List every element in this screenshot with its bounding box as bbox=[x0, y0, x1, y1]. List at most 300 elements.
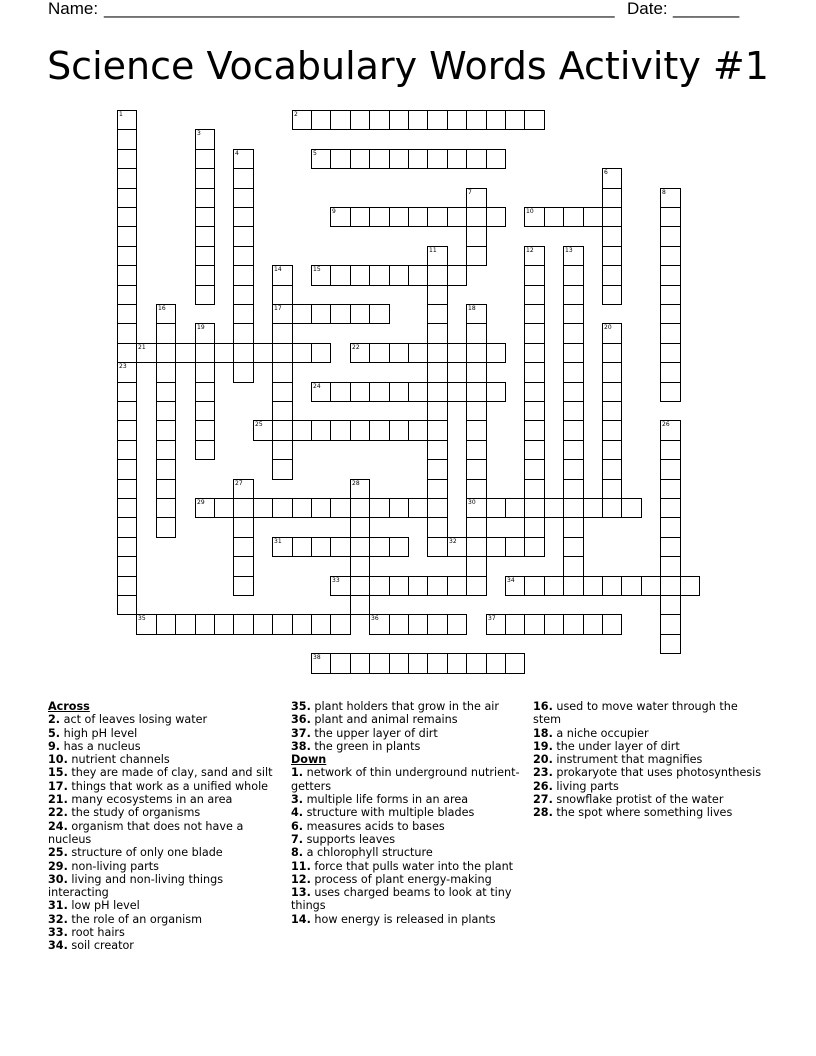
grid-cell[interactable] bbox=[233, 614, 254, 635]
grid-cell[interactable] bbox=[156, 323, 176, 344]
grid-cell[interactable] bbox=[408, 420, 428, 441]
grid-cell[interactable] bbox=[214, 614, 234, 635]
grid-cell[interactable] bbox=[563, 479, 584, 499]
grid-cell[interactable] bbox=[156, 517, 176, 538]
grid-cell[interactable] bbox=[660, 634, 681, 654]
grid-cell[interactable] bbox=[505, 653, 525, 674]
grid-cell[interactable] bbox=[389, 382, 409, 402]
grid-cell[interactable] bbox=[524, 343, 545, 363]
grid-cell[interactable] bbox=[330, 110, 351, 130]
grid-cell[interactable] bbox=[563, 498, 584, 518]
grid-cell[interactable] bbox=[292, 304, 312, 324]
grid-cell[interactable] bbox=[427, 440, 448, 460]
grid-cell[interactable] bbox=[156, 401, 176, 421]
grid-cell[interactable] bbox=[427, 479, 448, 499]
grid-cell[interactable] bbox=[156, 362, 176, 383]
grid-cell[interactable] bbox=[369, 207, 390, 227]
grid-cell[interactable] bbox=[350, 304, 370, 324]
grid-cell[interactable] bbox=[563, 265, 584, 286]
grid-cell[interactable] bbox=[195, 382, 215, 402]
grid-cell[interactable] bbox=[233, 188, 254, 208]
grid-cell[interactable] bbox=[660, 537, 681, 557]
grid-cell[interactable] bbox=[369, 576, 390, 596]
grid-cell[interactable] bbox=[486, 653, 506, 674]
grid-cell[interactable] bbox=[427, 459, 448, 480]
grid-cell[interactable] bbox=[369, 343, 390, 363]
grid-cell[interactable] bbox=[292, 498, 312, 518]
grid-cell[interactable] bbox=[563, 440, 584, 460]
grid-cell[interactable] bbox=[195, 362, 215, 383]
grid-cell[interactable] bbox=[427, 537, 448, 557]
grid-cell[interactable] bbox=[350, 420, 370, 441]
grid-cell[interactable] bbox=[602, 440, 622, 460]
grid-cell[interactable] bbox=[563, 459, 584, 480]
grid-cell[interactable] bbox=[427, 323, 448, 344]
grid-cell[interactable] bbox=[233, 246, 254, 266]
grid-cell[interactable] bbox=[563, 614, 584, 635]
grid-cell[interactable] bbox=[117, 188, 137, 208]
grid-cell[interactable] bbox=[563, 285, 584, 305]
grid-cell[interactable] bbox=[389, 110, 409, 130]
grid-cell[interactable] bbox=[524, 285, 545, 305]
grid-cell[interactable] bbox=[350, 556, 370, 577]
grid-cell[interactable] bbox=[660, 614, 681, 635]
grid-cell[interactable] bbox=[389, 653, 409, 674]
grid-cell[interactable] bbox=[563, 304, 584, 324]
grid-cell[interactable] bbox=[524, 517, 545, 538]
grid-cell[interactable] bbox=[466, 323, 487, 344]
grid-cell[interactable] bbox=[350, 576, 370, 596]
grid-cell[interactable] bbox=[195, 149, 215, 169]
grid-cell[interactable] bbox=[602, 498, 622, 518]
grid-cell[interactable] bbox=[660, 459, 681, 480]
grid-cell[interactable] bbox=[563, 207, 584, 227]
grid-cell[interactable] bbox=[602, 188, 622, 208]
grid-cell[interactable] bbox=[602, 420, 622, 441]
grid-cell[interactable] bbox=[660, 343, 681, 363]
grid-cell[interactable] bbox=[427, 285, 448, 305]
grid-cell[interactable] bbox=[272, 285, 293, 305]
grid-cell[interactable] bbox=[272, 614, 293, 635]
grid-cell[interactable] bbox=[466, 576, 487, 596]
grid-cell[interactable] bbox=[117, 420, 137, 441]
grid-cell[interactable] bbox=[583, 614, 603, 635]
grid-cell[interactable] bbox=[427, 576, 448, 596]
grid-cell[interactable] bbox=[524, 576, 545, 596]
grid-cell[interactable] bbox=[369, 149, 390, 169]
grid-cell[interactable] bbox=[486, 110, 506, 130]
grid-cell[interactable] bbox=[621, 498, 642, 518]
grid-cell[interactable] bbox=[524, 382, 545, 402]
grid-cell[interactable] bbox=[117, 226, 137, 247]
grid-cell[interactable] bbox=[117, 537, 137, 557]
grid-cell[interactable] bbox=[292, 537, 312, 557]
grid-cell[interactable] bbox=[369, 382, 390, 402]
grid-cell[interactable] bbox=[660, 556, 681, 577]
grid-cell[interactable] bbox=[156, 498, 176, 518]
grid-cell[interactable] bbox=[330, 537, 351, 557]
grid-cell[interactable] bbox=[311, 304, 331, 324]
grid-cell[interactable] bbox=[466, 459, 487, 480]
grid-cell[interactable] bbox=[156, 343, 176, 363]
grid-cell[interactable] bbox=[408, 614, 428, 635]
grid-cell[interactable] bbox=[369, 653, 390, 674]
grid-cell[interactable] bbox=[660, 576, 681, 596]
grid-cell[interactable] bbox=[641, 576, 661, 596]
grid-cell[interactable] bbox=[350, 149, 370, 169]
grid-cell[interactable] bbox=[369, 420, 390, 441]
grid-cell[interactable] bbox=[524, 110, 545, 130]
grid-cell[interactable] bbox=[253, 614, 273, 635]
grid-cell[interactable] bbox=[408, 343, 428, 363]
grid-cell[interactable] bbox=[563, 537, 584, 557]
grid-cell[interactable] bbox=[233, 265, 254, 286]
grid-cell[interactable] bbox=[447, 110, 467, 130]
grid-cell[interactable] bbox=[466, 556, 487, 577]
grid-cell[interactable] bbox=[330, 498, 351, 518]
grid-cell[interactable] bbox=[233, 576, 254, 596]
grid-cell[interactable] bbox=[292, 614, 312, 635]
grid-cell[interactable] bbox=[427, 401, 448, 421]
grid-cell[interactable] bbox=[389, 537, 409, 557]
grid-cell[interactable] bbox=[466, 420, 487, 441]
grid-cell[interactable] bbox=[389, 265, 409, 286]
grid-cell[interactable] bbox=[117, 304, 137, 324]
grid-cell[interactable] bbox=[408, 576, 428, 596]
grid-cell[interactable] bbox=[117, 576, 137, 596]
grid-cell[interactable] bbox=[272, 498, 293, 518]
grid-cell[interactable] bbox=[233, 517, 254, 538]
grid-cell[interactable] bbox=[466, 382, 487, 402]
grid-cell[interactable] bbox=[466, 343, 487, 363]
grid-cell[interactable] bbox=[156, 440, 176, 460]
grid-cell[interactable] bbox=[466, 110, 487, 130]
grid-cell[interactable] bbox=[427, 614, 448, 635]
grid-cell[interactable] bbox=[466, 207, 487, 227]
grid-cell[interactable] bbox=[272, 440, 293, 460]
grid-cell[interactable] bbox=[253, 498, 273, 518]
grid-cell[interactable] bbox=[369, 304, 390, 324]
grid-cell[interactable] bbox=[214, 498, 234, 518]
grid-cell[interactable] bbox=[311, 614, 331, 635]
grid-cell[interactable] bbox=[117, 129, 137, 150]
grid-cell[interactable] bbox=[505, 614, 525, 635]
grid-cell[interactable] bbox=[272, 343, 293, 363]
grid-cell[interactable] bbox=[408, 653, 428, 674]
grid-cell[interactable] bbox=[602, 576, 622, 596]
grid-cell[interactable] bbox=[427, 382, 448, 402]
grid-cell[interactable] bbox=[544, 207, 564, 227]
grid-cell[interactable] bbox=[524, 459, 545, 480]
grid-cell[interactable] bbox=[369, 498, 390, 518]
grid-cell[interactable] bbox=[195, 265, 215, 286]
grid-cell[interactable] bbox=[602, 479, 622, 499]
grid-cell[interactable] bbox=[233, 343, 254, 363]
grid-cell[interactable] bbox=[272, 401, 293, 421]
grid-cell[interactable] bbox=[330, 304, 351, 324]
grid-cell[interactable] bbox=[524, 304, 545, 324]
grid-cell[interactable] bbox=[524, 362, 545, 383]
grid-cell[interactable] bbox=[563, 517, 584, 538]
grid-cell[interactable] bbox=[524, 614, 545, 635]
grid-cell[interactable] bbox=[524, 323, 545, 344]
grid-cell[interactable] bbox=[680, 576, 700, 596]
grid-cell[interactable] bbox=[311, 420, 331, 441]
grid-cell[interactable] bbox=[660, 323, 681, 344]
grid-cell[interactable] bbox=[389, 343, 409, 363]
grid-cell[interactable] bbox=[563, 556, 584, 577]
grid-cell[interactable] bbox=[195, 343, 215, 363]
grid-cell[interactable] bbox=[583, 498, 603, 518]
grid-cell[interactable] bbox=[292, 343, 312, 363]
grid-cell[interactable] bbox=[195, 188, 215, 208]
grid-cell[interactable] bbox=[117, 285, 137, 305]
grid-cell[interactable] bbox=[505, 498, 525, 518]
grid-cell[interactable] bbox=[195, 207, 215, 227]
grid-cell[interactable] bbox=[544, 614, 564, 635]
grid-cell[interactable] bbox=[524, 498, 545, 518]
grid-cell[interactable] bbox=[602, 401, 622, 421]
grid-cell[interactable] bbox=[233, 498, 254, 518]
grid-cell[interactable] bbox=[466, 537, 487, 557]
grid-cell[interactable] bbox=[311, 537, 331, 557]
grid-cell[interactable] bbox=[447, 207, 467, 227]
grid-cell[interactable] bbox=[389, 576, 409, 596]
grid-cell[interactable] bbox=[389, 207, 409, 227]
grid-cell[interactable] bbox=[117, 382, 137, 402]
grid-cell[interactable] bbox=[660, 265, 681, 286]
grid-cell[interactable] bbox=[524, 420, 545, 441]
grid-cell[interactable] bbox=[117, 246, 137, 266]
grid-cell[interactable] bbox=[156, 459, 176, 480]
grid-cell[interactable] bbox=[660, 595, 681, 615]
grid-cell[interactable] bbox=[117, 265, 137, 286]
grid-cell[interactable] bbox=[233, 556, 254, 577]
grid-cell[interactable] bbox=[350, 537, 370, 557]
grid-cell[interactable] bbox=[602, 362, 622, 383]
grid-cell[interactable] bbox=[272, 323, 293, 344]
grid-cell[interactable] bbox=[660, 285, 681, 305]
grid-cell[interactable] bbox=[408, 149, 428, 169]
grid-cell[interactable] bbox=[195, 226, 215, 247]
grid-cell[interactable] bbox=[253, 343, 273, 363]
grid-cell[interactable] bbox=[563, 420, 584, 441]
grid-cell[interactable] bbox=[311, 498, 331, 518]
grid-cell[interactable] bbox=[660, 498, 681, 518]
grid-cell[interactable] bbox=[486, 149, 506, 169]
grid-cell[interactable] bbox=[427, 265, 448, 286]
grid-cell[interactable] bbox=[602, 382, 622, 402]
grid-cell[interactable] bbox=[233, 362, 254, 383]
grid-cell[interactable] bbox=[583, 576, 603, 596]
grid-cell[interactable] bbox=[408, 110, 428, 130]
grid-cell[interactable] bbox=[427, 343, 448, 363]
grid-cell[interactable] bbox=[563, 382, 584, 402]
grid-cell[interactable] bbox=[602, 285, 622, 305]
grid-cell[interactable] bbox=[544, 576, 564, 596]
grid-cell[interactable] bbox=[660, 246, 681, 266]
grid-cell[interactable] bbox=[505, 537, 525, 557]
grid-cell[interactable] bbox=[330, 653, 351, 674]
grid-cell[interactable] bbox=[660, 440, 681, 460]
grid-cell[interactable] bbox=[350, 595, 370, 615]
grid-cell[interactable] bbox=[621, 576, 642, 596]
grid-cell[interactable] bbox=[369, 110, 390, 130]
grid-cell[interactable] bbox=[466, 246, 487, 266]
grid-cell[interactable] bbox=[233, 323, 254, 344]
grid-cell[interactable] bbox=[117, 498, 137, 518]
grid-cell[interactable] bbox=[117, 168, 137, 189]
grid-cell[interactable] bbox=[233, 537, 254, 557]
grid-cell[interactable] bbox=[311, 343, 331, 363]
grid-cell[interactable] bbox=[330, 382, 351, 402]
grid-cell[interactable] bbox=[389, 614, 409, 635]
grid-cell[interactable] bbox=[660, 207, 681, 227]
grid-cell[interactable] bbox=[117, 149, 137, 169]
grid-cell[interactable] bbox=[156, 382, 176, 402]
grid-cell[interactable] bbox=[447, 382, 467, 402]
grid-cell[interactable] bbox=[447, 614, 467, 635]
grid-cell[interactable] bbox=[447, 149, 467, 169]
grid-cell[interactable] bbox=[447, 653, 467, 674]
grid-cell[interactable] bbox=[117, 440, 137, 460]
grid-cell[interactable] bbox=[427, 149, 448, 169]
grid-cell[interactable] bbox=[466, 440, 487, 460]
grid-cell[interactable] bbox=[427, 207, 448, 227]
grid-cell[interactable] bbox=[427, 420, 448, 441]
grid-cell[interactable] bbox=[602, 459, 622, 480]
grid-cell[interactable] bbox=[486, 382, 506, 402]
grid-cell[interactable] bbox=[117, 595, 137, 615]
grid-cell[interactable] bbox=[117, 479, 137, 499]
grid-cell[interactable] bbox=[233, 207, 254, 227]
grid-cell[interactable] bbox=[117, 207, 137, 227]
grid-cell[interactable] bbox=[350, 498, 370, 518]
grid-cell[interactable] bbox=[233, 226, 254, 247]
grid-cell[interactable] bbox=[427, 653, 448, 674]
grid-cell[interactable] bbox=[156, 479, 176, 499]
grid-cell[interactable] bbox=[466, 517, 487, 538]
grid-cell[interactable] bbox=[408, 207, 428, 227]
grid-cell[interactable] bbox=[330, 265, 351, 286]
grid-cell[interactable] bbox=[427, 304, 448, 324]
grid-cell[interactable] bbox=[330, 420, 351, 441]
grid-cell[interactable] bbox=[117, 459, 137, 480]
grid-cell[interactable] bbox=[195, 420, 215, 441]
grid-cell[interactable] bbox=[524, 265, 545, 286]
grid-cell[interactable] bbox=[544, 498, 564, 518]
grid-cell[interactable] bbox=[195, 168, 215, 189]
grid-cell[interactable] bbox=[389, 149, 409, 169]
grid-cell[interactable] bbox=[447, 576, 467, 596]
grid-cell[interactable] bbox=[486, 537, 506, 557]
grid-cell[interactable] bbox=[272, 362, 293, 383]
grid-cell[interactable] bbox=[350, 517, 370, 538]
grid-cell[interactable] bbox=[466, 653, 487, 674]
grid-cell[interactable] bbox=[602, 246, 622, 266]
grid-cell[interactable] bbox=[117, 556, 137, 577]
grid-cell[interactable] bbox=[272, 459, 293, 480]
grid-cell[interactable] bbox=[175, 614, 196, 635]
grid-cell[interactable] bbox=[466, 401, 487, 421]
grid-cell[interactable] bbox=[233, 168, 254, 189]
grid-cell[interactable] bbox=[195, 614, 215, 635]
grid-cell[interactable] bbox=[466, 149, 487, 169]
grid-cell[interactable] bbox=[660, 479, 681, 499]
grid-cell[interactable] bbox=[486, 343, 506, 363]
grid-cell[interactable] bbox=[156, 420, 176, 441]
grid-cell[interactable] bbox=[330, 149, 351, 169]
grid-cell[interactable] bbox=[563, 401, 584, 421]
grid-cell[interactable] bbox=[195, 401, 215, 421]
grid-cell[interactable] bbox=[466, 226, 487, 247]
grid-cell[interactable] bbox=[486, 498, 506, 518]
grid-cell[interactable] bbox=[466, 362, 487, 383]
grid-cell[interactable] bbox=[233, 304, 254, 324]
grid-cell[interactable] bbox=[117, 323, 137, 344]
grid-cell[interactable] bbox=[350, 207, 370, 227]
grid-cell[interactable] bbox=[292, 420, 312, 441]
grid-cell[interactable] bbox=[311, 110, 331, 130]
grid-cell[interactable] bbox=[524, 479, 545, 499]
grid-cell[interactable] bbox=[272, 382, 293, 402]
grid-cell[interactable] bbox=[233, 285, 254, 305]
grid-cell[interactable] bbox=[408, 382, 428, 402]
grid-cell[interactable] bbox=[350, 653, 370, 674]
grid-cell[interactable] bbox=[272, 420, 293, 441]
grid-cell[interactable] bbox=[195, 285, 215, 305]
grid-cell[interactable] bbox=[466, 479, 487, 499]
grid-cell[interactable] bbox=[350, 265, 370, 286]
grid-cell[interactable] bbox=[369, 537, 390, 557]
grid-cell[interactable] bbox=[175, 343, 196, 363]
grid-cell[interactable] bbox=[602, 614, 622, 635]
grid-cell[interactable] bbox=[447, 265, 467, 286]
grid-cell[interactable] bbox=[583, 207, 603, 227]
grid-cell[interactable] bbox=[660, 304, 681, 324]
grid-cell[interactable] bbox=[524, 401, 545, 421]
grid-cell[interactable] bbox=[427, 110, 448, 130]
grid-cell[interactable] bbox=[427, 362, 448, 383]
grid-cell[interactable] bbox=[389, 498, 409, 518]
grid-cell[interactable] bbox=[563, 576, 584, 596]
grid-cell[interactable] bbox=[602, 265, 622, 286]
grid-cell[interactable] bbox=[563, 362, 584, 383]
grid-cell[interactable] bbox=[660, 226, 681, 247]
grid-cell[interactable] bbox=[524, 537, 545, 557]
grid-cell[interactable] bbox=[524, 440, 545, 460]
grid-cell[interactable] bbox=[486, 207, 506, 227]
grid-cell[interactable] bbox=[660, 382, 681, 402]
grid-cell[interactable] bbox=[427, 517, 448, 538]
grid-cell[interactable] bbox=[660, 362, 681, 383]
grid-cell[interactable] bbox=[369, 265, 390, 286]
grid-cell[interactable] bbox=[660, 517, 681, 538]
grid-cell[interactable] bbox=[156, 614, 176, 635]
grid-cell[interactable] bbox=[214, 343, 234, 363]
grid-cell[interactable] bbox=[602, 343, 622, 363]
grid-cell[interactable] bbox=[602, 207, 622, 227]
grid-cell[interactable] bbox=[117, 343, 137, 363]
grid-cell[interactable] bbox=[195, 246, 215, 266]
grid-cell[interactable] bbox=[447, 343, 467, 363]
grid-cell[interactable] bbox=[427, 498, 448, 518]
grid-cell[interactable] bbox=[408, 498, 428, 518]
date-blank-field[interactable]: _______ bbox=[673, 0, 740, 18]
grid-cell[interactable] bbox=[350, 110, 370, 130]
grid-cell[interactable] bbox=[117, 517, 137, 538]
grid-cell[interactable] bbox=[389, 420, 409, 441]
